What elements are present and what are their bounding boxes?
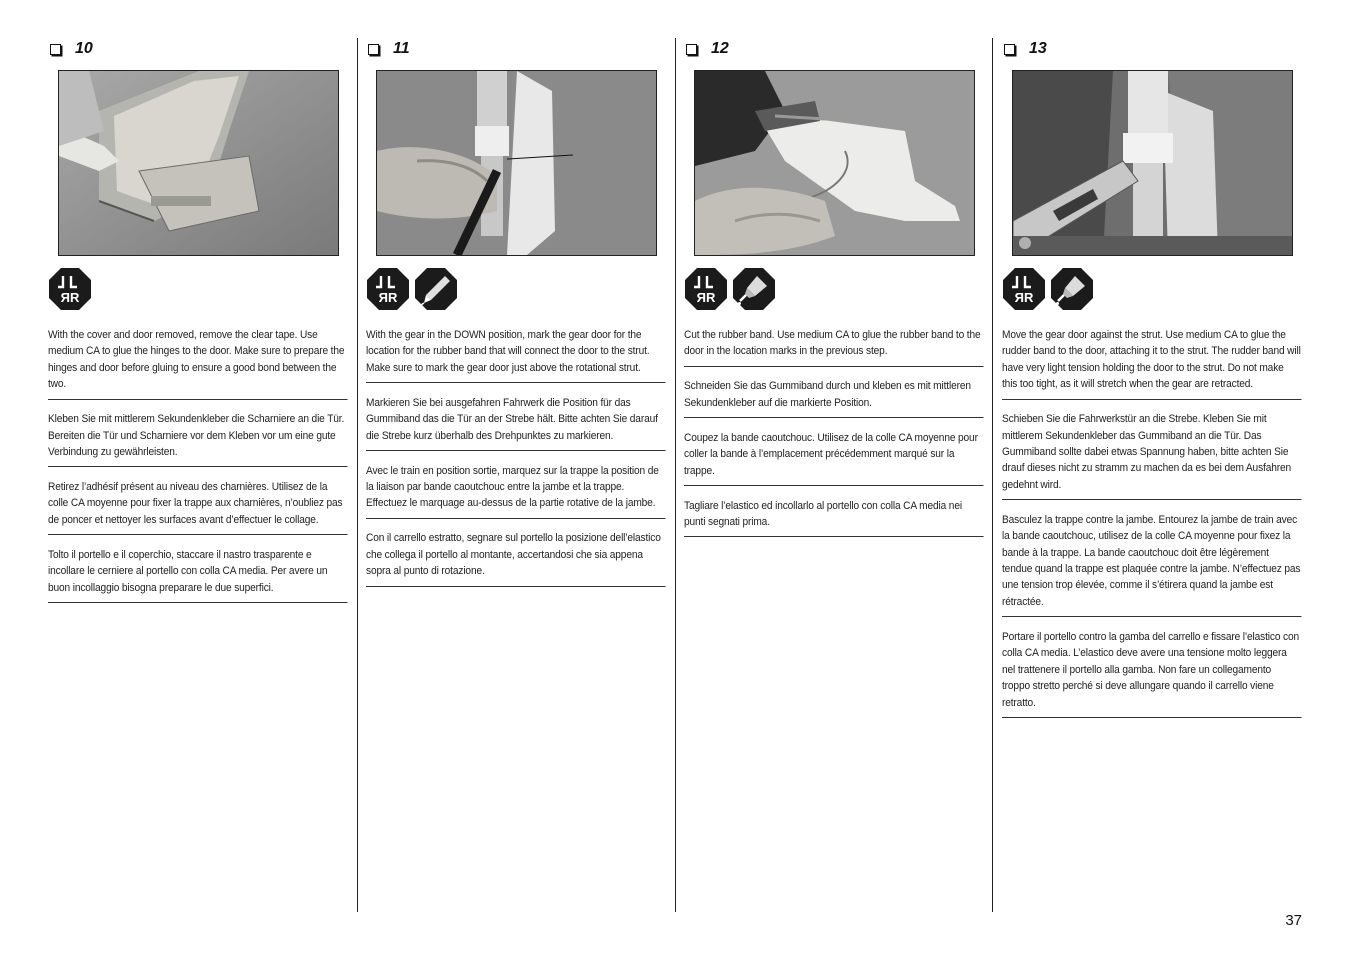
step-10-number: 10: [75, 40, 93, 57]
page-number: 37: [1285, 912, 1302, 929]
step-11-column: [366, 38, 666, 594]
column-divider: [357, 38, 358, 912]
ambidextrous-hands-icon: [367, 268, 409, 310]
step-12-header: [684, 38, 984, 60]
step-10-text-de: Kleben Sie mit mittlerem Sekundenkleber die Scharniere an die Tür. Bereiten die Tür und Scharniere vor dem Kleben vor um eine gute Verbindung zu gewährleisten.: [48, 410, 348, 467]
step-13-header: [1002, 38, 1302, 60]
ambidextrous-hands-icon: [49, 268, 91, 310]
step-13-text-de: Schieben Sie die Fahrwerkstür an die Strebe. Kleben Sie mit mittlerem Sekundenkleber das Gummiband an die Tür. Das Gummiband sollte dabei etwas Spannung haben, bitte achten Sie drauf dieses nicht zu stramm zu machen da es bei dem Ausfahren gedehnt wird.: [1002, 410, 1302, 500]
svg-text:ЯR: ЯR: [1014, 290, 1034, 305]
step-10-checkbox-icon[interactable]: [50, 44, 61, 55]
ca-glue-icon: [1051, 268, 1093, 310]
step-10-icons: [49, 268, 348, 310]
step-12-number: 12: [711, 40, 729, 57]
step-12-column: [684, 38, 984, 544]
svg-text:ЯR: ЯR: [696, 290, 716, 305]
step-12-checkbox-icon[interactable]: [686, 44, 697, 55]
step-11-text-it: Con il carrello estratto, segnare sul portello la posizione dell’elastico che collega il portello al montante, accertandosi che sia appena sopra al punto di rotazione.: [366, 529, 666, 586]
step-13-photo: [1012, 70, 1293, 256]
felt-pen-icon: [415, 268, 457, 310]
step-11-number: 11: [393, 40, 410, 57]
step-10-text-fr: Retirez l’adhésif présent au niveau des charnières. Utilisez de la colle CA moyenne pour fixer la trappe aux charnières, n’oubliez pas de poncer et nettoyer les surfaces avant d’effectuer le collage.: [48, 478, 348, 535]
step-13-column: [1002, 38, 1302, 725]
column-divider: [675, 38, 676, 912]
step-12-text-it: Tagliare l’elastico ed incollarlo al portello con colla CA media nei punti segnati prima.: [684, 497, 984, 538]
step-11-icons: [367, 268, 666, 310]
ambidextrous-hands-icon: [685, 268, 727, 310]
ambidextrous-hands-icon: [1003, 268, 1045, 310]
step-10-photo: [58, 70, 339, 256]
step-10-text-en: With the cover and door removed, remove the clear tape. Use medium CA to glue the hinges to the door. Make sure to prepare the hinges and door before gluing to ensure a good bond between the two.: [48, 326, 348, 400]
step-12-instructions: [684, 326, 984, 537]
step-13-icons: [1003, 268, 1302, 310]
step-11-text-en: With the gear in the DOWN position, mark the gear door for the location for the rubber band that will connect the door to the strut. Make sure to mark the gear door just above the rotational strut.: [366, 326, 666, 383]
column-divider: [992, 38, 993, 912]
step-13-text-it: Portare il portello contro la gamba del carrello e fissare l’elastico con colla CA media. L’elastico deve avere una tensione molto leggera nel trattenere il portello alla gamba. Non fare un collegamento troppo stretto perché si deve allungare quando il carrello viene retratto.: [1002, 628, 1302, 718]
step-11-header: [366, 38, 666, 60]
step-13-number: 13: [1029, 40, 1047, 57]
step-11-instructions: [366, 326, 666, 587]
step-12-text-en: Cut the rubber band. Use medium CA to glue the rubber band to the door in the location marks in the previous step.: [684, 326, 984, 367]
step-12-photo: [694, 70, 975, 256]
step-11-photo: [376, 70, 657, 256]
ca-glue-icon: [733, 268, 775, 310]
step-11-text-fr: Avec le train en position sortie, marquez sur la trappe la position de la liaison par bande caoutchouc entre la jambe et la trappe. Effectuez le marquage au-dessus de la partie rotative de la jambe.: [366, 462, 666, 519]
step-10-text-it: Tolto il portello e il coperchio, staccare il nastro trasparente e incollare le cerniere al portello con colla CA media. Per avere un buon incollaggio bisogna preparare le due superfici.: [48, 546, 348, 603]
step-13-checkbox-icon[interactable]: [1004, 44, 1015, 55]
step-10-column: [48, 38, 348, 610]
step-12-icons: [685, 268, 984, 310]
step-13-text-fr: Basculez la trappe contre la jambe. Entourez la jambe de train avec la bande caoutchouc, utilisez de la colle CA moyenne pour fixez la bande à la trappe. La bande caoutchouc doit être légèrement tendue quand la trappe est plaquée contre la jambe. N’effectuez pas une tension trop élevée, comme il s’étirera quand la jambe est rétractée.: [1002, 511, 1302, 617]
svg-text:ЯR: ЯR: [378, 290, 398, 305]
step-13-text-en: Move the gear door against the strut. Use medium CA to glue the rudder band to the door, attaching it to the strut. The rudder band will have very light tension holding the door to the strut. Do not make this too tight, as it will stretch when the gear are retracted.: [1002, 326, 1302, 400]
step-12-text-fr: Coupez la bande caoutchouc. Utilisez de la colle CA moyenne pour coller la bande à l’emplacement précédemment marqué sur la trappe.: [684, 429, 984, 486]
step-10-header: [48, 38, 348, 60]
step-12-text-de: Schneiden Sie das Gummiband durch und kleben es mit mittleren Sekundenkleber auf die markierte Position.: [684, 377, 984, 418]
step-11-checkbox-icon[interactable]: [368, 44, 379, 55]
step-13-instructions: [1002, 326, 1302, 718]
step-10-instructions: [48, 326, 348, 603]
step-11-text-de: Markieren Sie bei ausgefahren Fahrwerk die Position für das Gummiband das die Tür an der Strebe hält. Bitte achten Sie darauf die Strebe kurz überhalb des Drehpunktes zu markieren.: [366, 394, 666, 451]
svg-text:ЯR: ЯR: [60, 290, 80, 305]
